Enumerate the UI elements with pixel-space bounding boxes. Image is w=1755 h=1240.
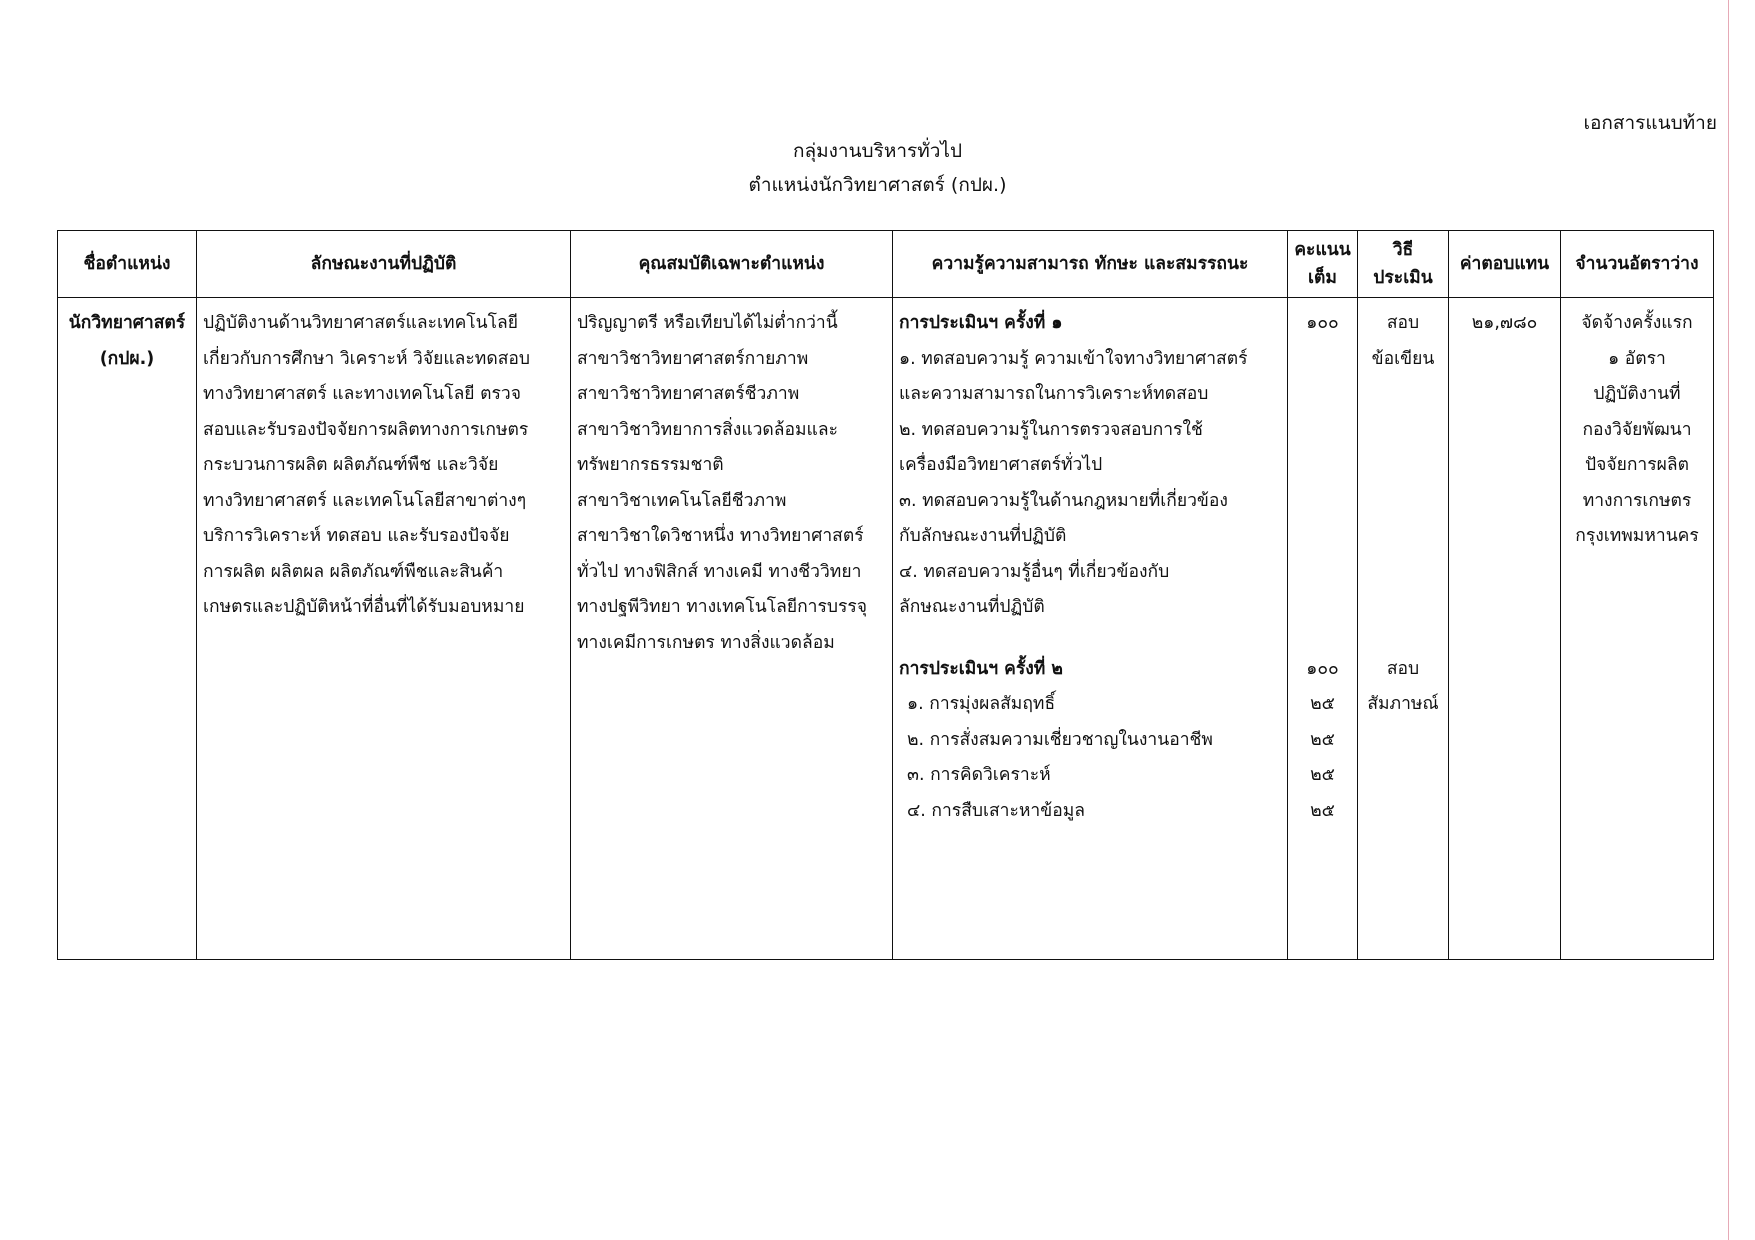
assessment1-heading: การประเมินฯ ครั้งที่ ๑ [899, 313, 1063, 333]
assessment1-line: ๑. ทดสอบความรู้ ความเข้าใจทางวิทยาศาสตร์ [899, 348, 1248, 369]
assessment2-method: สัมภาษณ์ [1367, 694, 1439, 714]
assessment1-line: และความสามารถในการวิเคราะห์ทดสอบ [899, 384, 1209, 404]
vacancy-line: จัดจ้างครั้งแรก [1581, 313, 1693, 333]
spacer [1294, 413, 1351, 449]
cell-duties [197, 298, 571, 960]
vacancy-line: กรุงเทพมหานคร [1575, 526, 1699, 546]
spacer [1294, 519, 1351, 555]
cell-method [1358, 298, 1449, 960]
assessment2-line: ๑. การมุ่งผลสัมฤทธิ์ [907, 694, 1056, 714]
assessment2-line: ๓. การคิดวิเคราะห์ [907, 765, 1051, 785]
assessment1-method: สอบ [1386, 313, 1420, 333]
spacer [1364, 555, 1442, 591]
qualification-line: ทรัพยากรธรรมชาติ [577, 455, 724, 475]
duties-line: สอบและรับรองปัจจัยการผลิตทางการเกษตร [203, 419, 529, 440]
header-duties: ลักษณะงานที่ปฏิบัติ [197, 231, 571, 298]
spacer [1364, 590, 1442, 626]
duties-line: การผลิต ผลิตผล ผลิตภัณฑ์พืชและสินค้า [203, 561, 504, 582]
cell-full-score [1288, 298, 1358, 960]
assessment1-line: ๓. ทดสอบความรู้ในด้านกฎหมายที่เกี่ยวข้อง [899, 490, 1228, 511]
assessment1-line: กับลักษณะงานที่ปฏิบัติ [899, 526, 1067, 546]
header-method-line: ประเมิน [1373, 268, 1433, 288]
vacancy-line: กองวิจัยพัฒนา [1582, 419, 1692, 440]
spacer [1364, 413, 1442, 449]
qualification-line: สาขาวิชาวิทยาการสิ่งแวดล้อมและ [577, 419, 838, 440]
assessment2-line: ๔. การสืบเสาะหาข้อมูล [907, 800, 1085, 821]
duties-line: เกี่ยวกับการศึกษา วิเคราะห์ วิจัยและทดสอบ [203, 348, 530, 369]
duties-line: ทางวิทยาศาสตร์ และทางเทคโนโลยี ตรวจ [203, 384, 521, 404]
position-line: นักวิทยาศาสตร์ [68, 313, 186, 333]
spacer [1294, 555, 1351, 591]
assessment1-line: เครื่องมือวิทยาศาสตร์ทั่วไป [899, 455, 1103, 475]
assessment2-heading: การประเมินฯ ครั้งที่ ๒ [899, 658, 1063, 679]
cell-qualifications [571, 298, 893, 960]
assessment2-sub-score: ๒๕ [1310, 800, 1335, 821]
vacancy-line: ปฏิบัติงานที่ [1593, 384, 1681, 404]
spacer [1364, 484, 1442, 520]
document-title: กลุ่มงานบริหารทั่วไป [792, 140, 963, 162]
duties-line: เกษตรและปฏิบัติหน้าที่อื่นที่ได้รับมอบหมาย [203, 597, 525, 617]
header-qualifications: คุณสมบัติเฉพาะตำแหน่ง [571, 231, 893, 298]
spacer [1364, 519, 1442, 555]
header-full-score [1288, 231, 1358, 298]
cell-salary [1449, 298, 1561, 960]
table-row [58, 298, 1714, 960]
header-full-score-line: เต็ม [1308, 268, 1337, 288]
qualification-line: ทางเคมีการเกษตร ทางสิ่งแวดล้อม [577, 632, 835, 653]
qualification-line: สาขาวิชาเทคโนโลยีชีวภาพ [577, 490, 787, 511]
cell-position [58, 298, 197, 960]
assessment1-method: ข้อเขียน [1371, 348, 1435, 369]
assessment2-sub-score: ๒๕ [1310, 694, 1335, 714]
qualification-line: ปริญญาตรี หรือเทียบได้ไม่ต่ำกว่านี้ [577, 313, 838, 333]
qualification-line: สาขาวิชาวิทยาศาสตร์ชีวภาพ [577, 384, 800, 404]
header-position: ชื่อตำแหน่ง [58, 231, 197, 298]
qualification-line: ทางปฐพีวิทยา ทางเทคโนโลยีการบรรจุ [577, 597, 868, 617]
header-method-line: วิธี [1392, 240, 1414, 260]
header-salary: ค่าตอบแทน [1449, 231, 1561, 298]
assessment1-line: ๔. ทดสอบความรู้อื่นๆ ที่เกี่ยวข้องกับ [899, 561, 1170, 582]
position-line: (กปผ.) [99, 348, 155, 369]
vacancy-line: ๑ อัตรา [1608, 348, 1666, 369]
section-gap [899, 626, 1281, 652]
vacancy-line: ปัจจัยการผลิต [1584, 455, 1690, 475]
spacer [1294, 484, 1351, 520]
qualification-line: สาขาวิชาวิทยาศาสตร์กายภาพ [577, 348, 809, 369]
header-method [1358, 231, 1449, 298]
assessment2-method: สอบ [1386, 658, 1420, 679]
cell-vacancies [1561, 298, 1714, 960]
cell-competencies [893, 298, 1288, 960]
header-vacancies: จำนวนอัตราว่าง [1561, 231, 1714, 298]
spacer [1294, 448, 1351, 484]
assessment1-line: ลักษณะงานที่ปฏิบัติ [899, 597, 1045, 617]
duties-line: ทางวิทยาศาสตร์ และเทคโนโลยีสาขาต่างๆ [203, 490, 527, 511]
duties-line: ปฏิบัติงานด้านวิทยาศาสตร์และเทคโนโลยี [203, 313, 519, 333]
qualification-line: ทั่วไป ทางฟิสิกส์ ทางเคมี ทางชีววิทยา [577, 561, 862, 582]
spacer [1294, 590, 1351, 626]
salary-value: ๒๑,๗๘๐ [1471, 313, 1538, 333]
assessment2-score: ๑๐๐ [1306, 658, 1339, 679]
assessment2-sub-score: ๒๕ [1310, 729, 1335, 750]
qualification-line: สาขาวิชาใดวิชาหนึ่ง ทางวิทยาศาสตร์ [577, 526, 864, 546]
assessment2-line: ๒. การสั่งสมความเชี่ยวชาญในงานอาชีพ [907, 729, 1213, 750]
spacer [1364, 448, 1442, 484]
vacancy-line: ทางการเกษตร [1582, 490, 1692, 511]
spacer [1294, 377, 1351, 413]
position-table [57, 230, 1714, 960]
header-competencies: ความรู้ความสามารถ ทักษะ และสมรรถนะ [893, 231, 1288, 298]
document-subtitle: ตำแหน่งนักวิทยาศาสตร์ (กปผ.) [748, 174, 1007, 196]
header-full-score-line: คะแนน [1294, 240, 1351, 260]
section-gap [1364, 626, 1442, 652]
duties-line: บริการวิเคราะห์ ทดสอบ และรับรองปัจจัย [203, 526, 510, 546]
assessment1-score: ๑๐๐ [1306, 313, 1339, 333]
duties-line: กระบวนการผลิต ผลิตภัณฑ์พืช และวิจัย [203, 455, 499, 475]
assessment2-sub-score: ๒๕ [1310, 765, 1335, 785]
spacer [1294, 342, 1351, 378]
spacer [1364, 377, 1442, 413]
section-gap [1294, 626, 1351, 652]
assessment1-line: ๒. ทดสอบความรู้ในการตรวจสอบการใช้ [899, 419, 1203, 440]
annex-label: เอกสารแนบท้าย [1583, 112, 1717, 134]
table-header-row [58, 231, 1714, 298]
